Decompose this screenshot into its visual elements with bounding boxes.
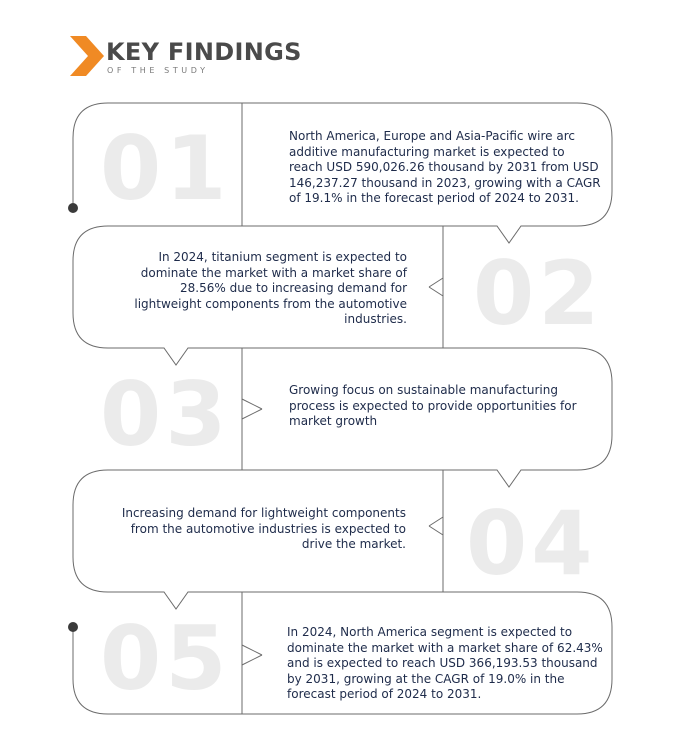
page-title: KEY FINDINGS (106, 38, 302, 66)
finding-number-02: 02 (473, 242, 604, 345)
timeline-dot-start (68, 203, 78, 213)
finding-text-03: Growing focus on sustainable manufacturing process is expected to provide opportunities for market growth (289, 383, 577, 428)
finding-number-04: 04 (466, 492, 597, 595)
finding-number-01: 01 (100, 117, 231, 220)
finding-text-02: In 2024, titanium segment is expected to dominate the market with a market share of 28.56% due to increasing demand for lightweight components from the automotive industries. (134, 250, 407, 326)
finding-number-03: 03 (100, 363, 231, 466)
finding-text-04: Increasing demand for lightweight components from the automotive industries is expected to drive the market. (121, 506, 406, 551)
finding-text-01: North America, Europe and Asia-Pacific wire arc additive manufacturing market is expected to reach USD 590,026.26 thousand by 2031 from USD 146,237.27 thousand in 2023, growing with a CAGR of 19.1% in the forecast period of 2024 to 2031. (289, 129, 601, 205)
finding-text-05: In 2024, North America segment is expected to dominate the market with a market share of 62.43% and is expected to reach USD 366,193.53 thousand by 2031, growing at the CAGR of 19.0% in the forecast period of 2024 to 2031. (287, 625, 603, 701)
page-subtitle: OF THE STUDY (107, 66, 209, 75)
timeline-dot-end (68, 622, 78, 632)
finding-number-05: 05 (100, 607, 231, 710)
